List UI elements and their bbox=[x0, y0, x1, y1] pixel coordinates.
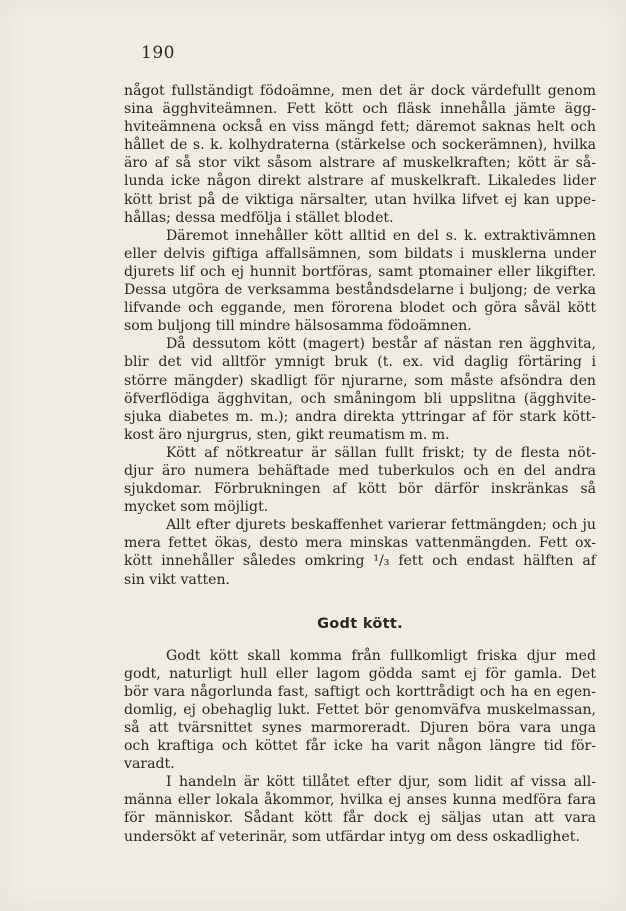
text-line: lunda icke någon direkt alstrare af muskelkraft. Likaledes lider bbox=[124, 173, 596, 190]
text-line: öfverflödiga ägghvitan, och småningom bli uppslitna (ägghvite- bbox=[124, 390, 596, 407]
book-page bbox=[3, 2, 623, 908]
text-line: så att tvärsnittet synes marmoreradt. Djuren böra vara unga bbox=[124, 720, 596, 736]
text-line: större mängder) skadligt för njurarne, som måste afsöndra den bbox=[124, 372, 596, 389]
text-line: kött brist på de viktiga närsalter, utan hvilka lifvet ej kan uppe- bbox=[124, 191, 596, 208]
text-line: domlig, ej obehaglig lukt. Fettet bör genomväfva muskelmassan, bbox=[124, 701, 596, 718]
text-line: lifvande och eggande, men förorena blodet och göra såväl kött bbox=[124, 300, 596, 317]
text-line: sjukdomar. Förbrukningen af kött bör därför inskränkas så bbox=[124, 481, 596, 498]
text-line: I handeln är kött tillåtet efter djur, som lidit af vissa all- bbox=[166, 774, 596, 791]
section-heading: Godt kött. bbox=[317, 615, 403, 632]
text-line: mera fettet ökas, desto mera minskas vattenmängden. Fett ox- bbox=[124, 535, 596, 552]
text-line: bör vara någorlunda fast, saftigt och korttrådigt och ha en egen- bbox=[124, 683, 596, 700]
text-line: något fullständigt födoämne, men det är dock värdefullt genom bbox=[124, 83, 596, 99]
text-line: för människor. Sådant kött får dock ej säljas utan att vara bbox=[124, 810, 596, 827]
body-text-after-heading bbox=[124, 647, 596, 846]
text-line: hållet de s. k. kolhydraterna (stärkelse och sockerämnen), hvilka bbox=[124, 137, 596, 154]
text-line: varadt. bbox=[124, 756, 175, 773]
text-line: som buljong till mindre hälsosamma födoämnen. bbox=[124, 318, 472, 335]
body-text-before-heading bbox=[124, 82, 596, 589]
text-line: sjuka diabetes m. m.); andra direkta yttringar af för stark kött- bbox=[124, 408, 596, 425]
page-number: 190 bbox=[141, 43, 175, 63]
text-line: eller delvis giftiga affallsämnen, som bildats i musklerna under bbox=[124, 245, 596, 262]
text-line: sin vikt vatten. bbox=[124, 571, 231, 588]
section-spacer bbox=[124, 589, 596, 615]
text-line: Kött af nötkreatur är sällan fullt friskt; ty de flesta nöt- bbox=[166, 444, 596, 461]
text-line: blir det vid alltför ymnigt bruk (t. ex. vid daglig förtäring i bbox=[124, 354, 596, 371]
text-line: djur äro numera behäftade med tuberkulos och en del andra bbox=[124, 462, 596, 479]
text-line: hållas; dessa medfölja i stället blodet. bbox=[124, 209, 394, 226]
text-line: äro af så stor vikt såsom alstrare af muskelkraften; kött är så- bbox=[124, 155, 596, 172]
text-line: undersökt af veterinär, som utfärdar intyg om dess oskadlighet. bbox=[124, 828, 580, 845]
text-line: Däremot innehåller kött alltid en del s. k. extraktivämnen bbox=[166, 227, 596, 244]
text-line: godt, naturligt hull eller lagom gödda samt ej för gamla. Det bbox=[124, 665, 596, 682]
text-line: djurets lif och ej hunnit bortföras, samt ptomainer eller likgifter. bbox=[124, 263, 596, 280]
text-line: kost äro njurgrus, sten, gikt reumatism m. m. bbox=[124, 426, 450, 443]
text-line: hviteämnena också en viss mängd fett; däremot saknas helt och bbox=[124, 119, 596, 136]
text-line: sina ägghviteämnen. Fett kött och fläsk innehålla jämte ägg- bbox=[124, 101, 596, 118]
text-line: Dessa utgöra de verksamma beståndsdelarne i buljong; de verka bbox=[124, 282, 596, 299]
page-body bbox=[124, 82, 596, 846]
text-line: mycket som möjligt. bbox=[124, 499, 269, 516]
text-line: männa eller lokala åkommor, hvilka ej anses kunna medföra fara bbox=[124, 792, 596, 809]
text-line: och kraftiga och köttet får icke ha varit någon längre tid för- bbox=[124, 738, 596, 755]
text-line: Då dessutom kött (magert) består af nästan ren ägghvita, bbox=[166, 336, 596, 353]
text-line: kött innehåller således omkring ¹/₃ fett och endast hälften af bbox=[124, 553, 596, 570]
text-line: Allt efter djurets beskaffenhet varierar fettmängden; och ju bbox=[166, 517, 596, 534]
text-line: Godt kött skall komma från fullkomligt friska djur med bbox=[166, 647, 596, 664]
